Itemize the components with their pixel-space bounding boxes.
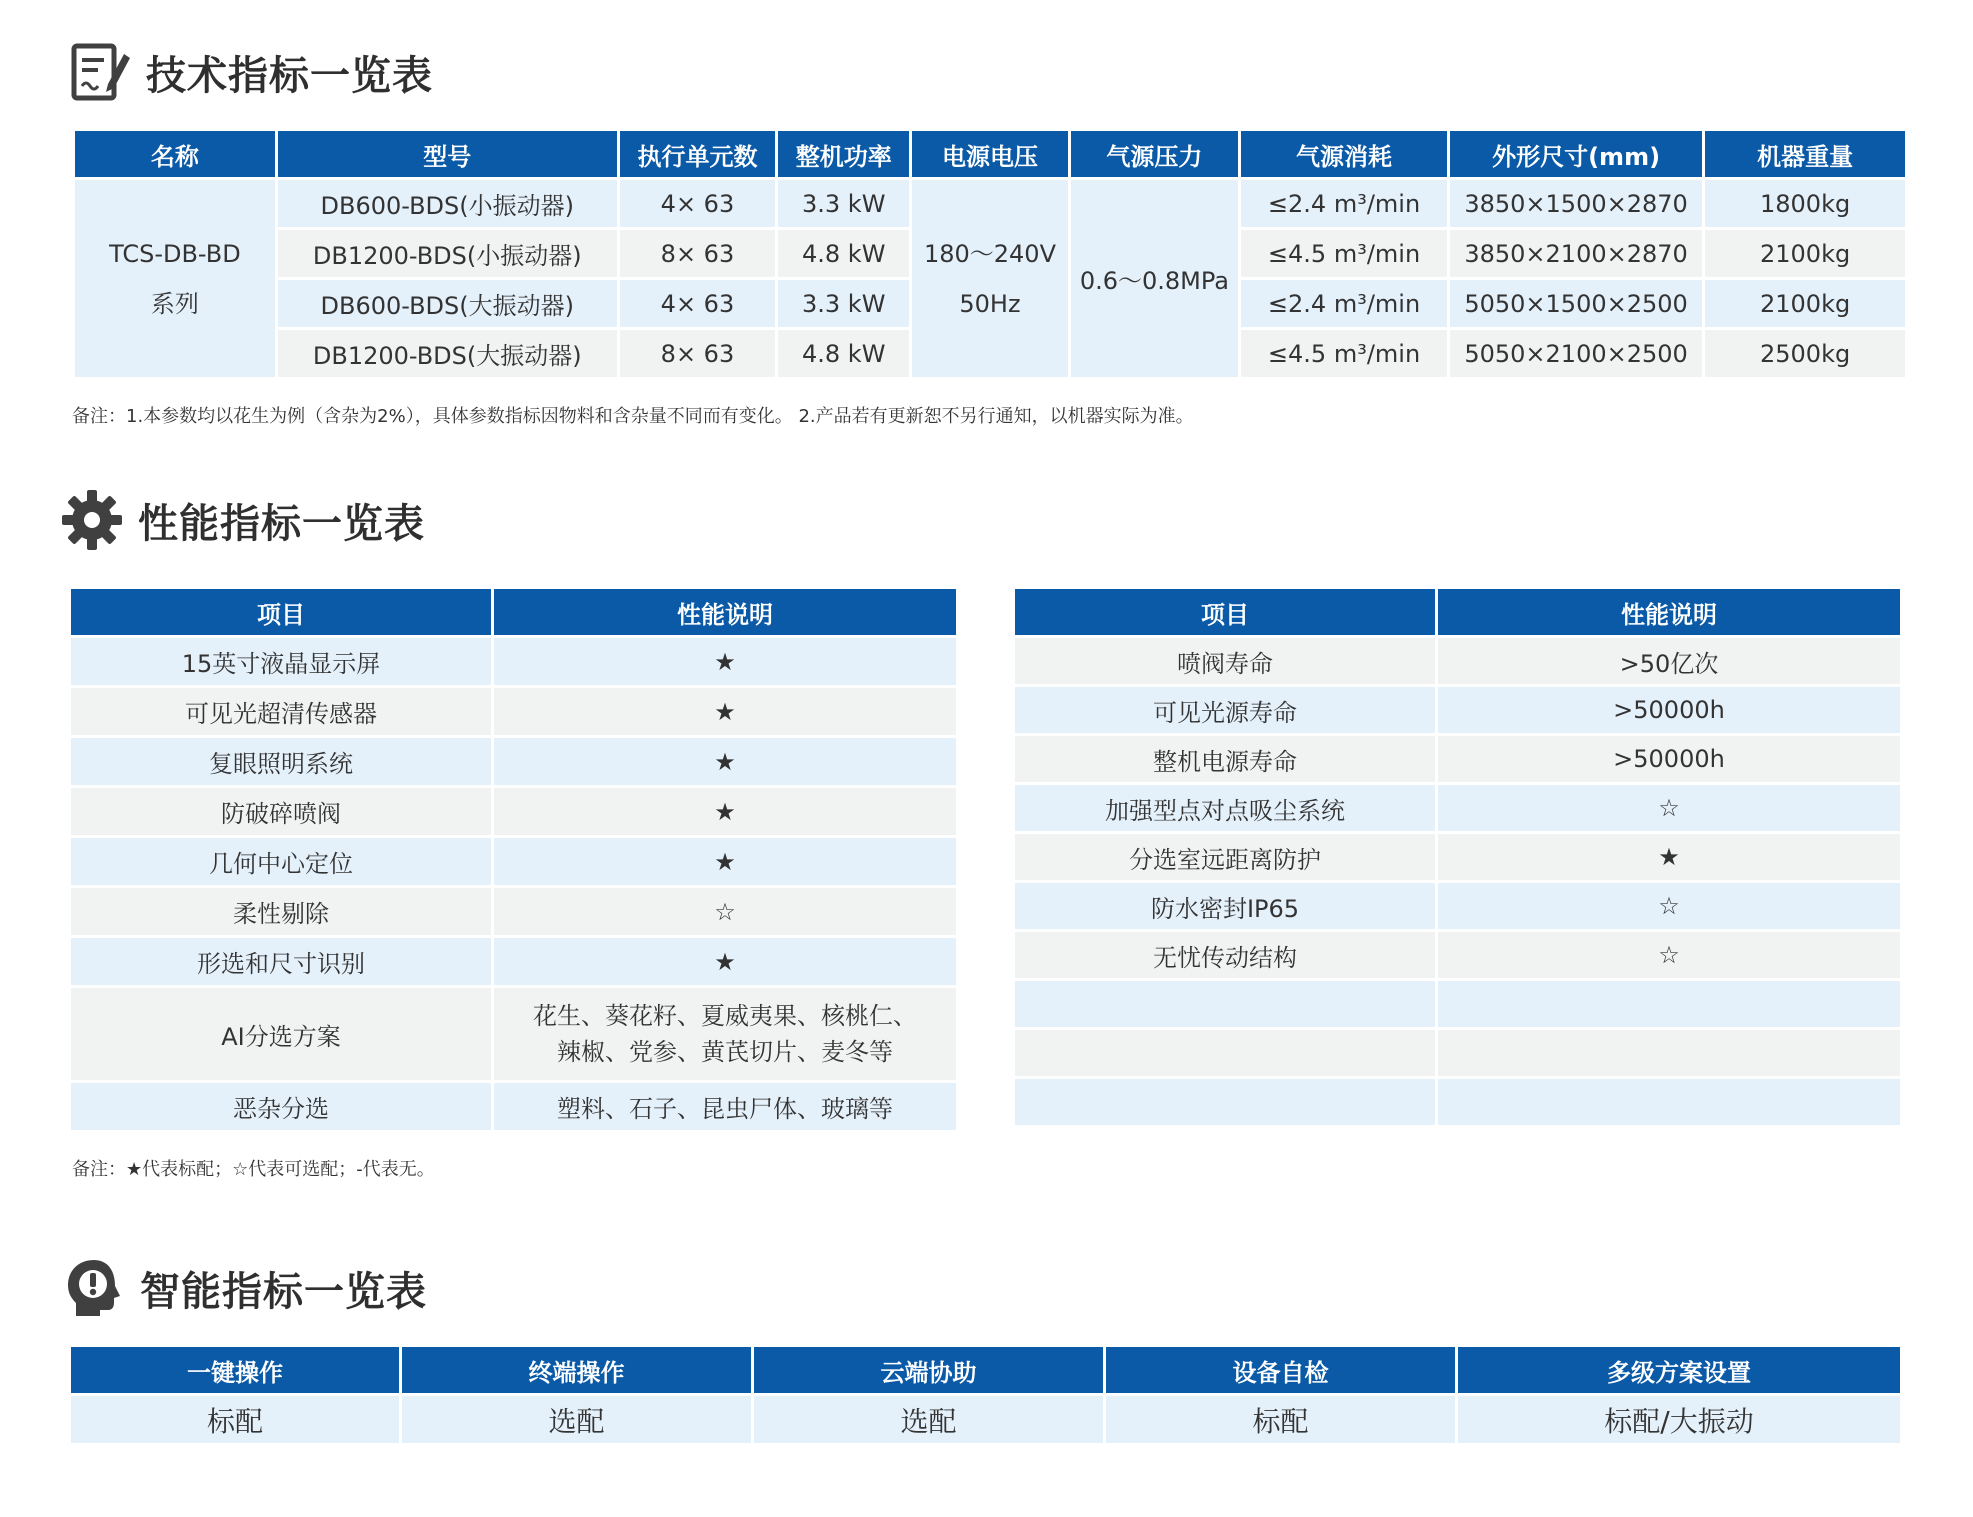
table-row bbox=[1015, 883, 1900, 929]
table-row bbox=[1015, 687, 1900, 733]
voltage-line1: 180～240V bbox=[923, 239, 1056, 268]
tech-header-row bbox=[75, 131, 1905, 177]
series-cell bbox=[75, 180, 275, 377]
model-cell: DB600-BDS(小振动器) bbox=[278, 180, 617, 227]
header-item: 项目 bbox=[1015, 589, 1435, 635]
table-row bbox=[71, 838, 956, 885]
header-power: 整机功率 bbox=[778, 131, 909, 177]
gear-icon bbox=[60, 488, 124, 552]
smart-title: 智能指标一览表 bbox=[140, 1268, 427, 1315]
desc-cell: 塑料、石子、昆虫尸体、玻璃等 bbox=[494, 1083, 956, 1130]
consumption-cell: ≤4.5 m³/min bbox=[1241, 330, 1447, 377]
item-cell: AI分选方案 bbox=[71, 988, 491, 1080]
units-cell: 8× 63 bbox=[620, 330, 775, 377]
perf-left-header-row bbox=[71, 589, 956, 635]
item-cell bbox=[1015, 1079, 1435, 1125]
item-cell: 分选室远距离防护 bbox=[1015, 834, 1435, 880]
item-cell: 无忧传动结构 bbox=[1015, 932, 1435, 978]
tech-title: 技术指标一览表 bbox=[146, 52, 433, 99]
table-row bbox=[1015, 1079, 1900, 1125]
item-cell: 可见光源寿命 bbox=[1015, 687, 1435, 733]
table-row bbox=[1015, 834, 1900, 880]
consumption-cell: ≤2.4 m³/min bbox=[1241, 180, 1447, 227]
perf-title: 性能指标一览表 bbox=[138, 500, 425, 547]
table-row bbox=[1015, 1030, 1900, 1076]
series-name-line1: TCS-DB-BD bbox=[109, 239, 241, 268]
table-row bbox=[71, 938, 956, 985]
table-row bbox=[71, 638, 956, 685]
weight-cell: 2500kg bbox=[1705, 330, 1905, 377]
weight-cell: 2100kg bbox=[1705, 230, 1905, 277]
header-pressure: 气源压力 bbox=[1071, 131, 1238, 177]
tech-note: 备注：1.本参数均以花生为例（含杂为2%），具体参数指标因物料和含杂量不同而有变化。 2.产品若有更新恕不另行通知，以机器实际为准。 bbox=[72, 406, 1194, 427]
star-outline-icon: ☆ bbox=[1438, 883, 1900, 929]
item-cell: 可见光超清传感器 bbox=[71, 688, 491, 735]
item-cell: 防水密封IP65 bbox=[1015, 883, 1435, 929]
power-cell: 4.8 kW bbox=[778, 230, 909, 277]
size-cell: 5050×1500×2500 bbox=[1450, 280, 1702, 327]
desc-cell: >50000h bbox=[1438, 687, 1900, 733]
desc-line2: 辣椒、党参、黄芪切片、麦冬等 bbox=[557, 1038, 893, 1066]
header-consumption: 气源消耗 bbox=[1241, 131, 1447, 177]
voltage-line2: 50Hz bbox=[959, 289, 1021, 318]
header-item: 项目 bbox=[71, 589, 491, 635]
pressure-cell: 0.6～0.8MPa bbox=[1071, 180, 1238, 377]
power-cell: 4.8 kW bbox=[778, 330, 909, 377]
value-cell: 选配 bbox=[402, 1396, 751, 1443]
weight-cell: 2100kg bbox=[1705, 280, 1905, 327]
size-cell: 3850×1500×2870 bbox=[1450, 180, 1702, 227]
table-row bbox=[1015, 785, 1900, 831]
desc-cell bbox=[1438, 981, 1900, 1027]
model-cell: DB1200-BDS(小振动器) bbox=[278, 230, 617, 277]
item-cell: 15英寸液晶显示屏 bbox=[71, 638, 491, 685]
series-name-line2: 系列 bbox=[150, 289, 199, 318]
value-cell: 标配/大振动 bbox=[1458, 1396, 1900, 1443]
table-row bbox=[71, 1396, 1900, 1443]
desc-cell bbox=[1438, 1030, 1900, 1076]
item-cell: 加强型点对点吸尘系统 bbox=[1015, 785, 1435, 831]
size-cell: 3850×2100×2870 bbox=[1450, 230, 1702, 277]
item-cell: 喷阀寿命 bbox=[1015, 638, 1435, 684]
item-cell bbox=[1015, 981, 1435, 1027]
units-cell: 4× 63 bbox=[620, 180, 775, 227]
header-voltage: 电源电压 bbox=[912, 131, 1067, 177]
value-cell: 标配 bbox=[1106, 1396, 1455, 1443]
document-edit-icon bbox=[68, 40, 132, 104]
desc-cell bbox=[1438, 1079, 1900, 1125]
header-size: 外形尺寸(mm) bbox=[1450, 131, 1702, 177]
model-cell: DB1200-BDS(大振动器) bbox=[278, 330, 617, 377]
item-cell bbox=[1015, 1030, 1435, 1076]
header-terminal-operation: 终端操作 bbox=[402, 1347, 751, 1393]
head-alert-icon bbox=[62, 1256, 126, 1320]
star-filled-icon: ★ bbox=[494, 638, 956, 685]
header-desc: 性能说明 bbox=[1438, 589, 1900, 635]
item-cell: 复眼照明系统 bbox=[71, 738, 491, 785]
header-units: 执行单元数 bbox=[620, 131, 775, 177]
smart-header-row bbox=[71, 1347, 1900, 1393]
item-cell: 形选和尺寸识别 bbox=[71, 938, 491, 985]
desc-cell: >50000h bbox=[1438, 736, 1900, 782]
desc-line1: 花生、葵花籽、夏威夷果、核桃仁、 bbox=[533, 1002, 917, 1030]
table-row bbox=[1015, 736, 1900, 782]
units-cell: 8× 63 bbox=[620, 230, 775, 277]
item-cell: 防破碎喷阀 bbox=[71, 788, 491, 835]
header-model: 型号 bbox=[278, 131, 617, 177]
perf-note: 备注：★代表标配；☆代表可选配；-代表无。 bbox=[72, 1159, 435, 1180]
smart-table bbox=[68, 1344, 1903, 1446]
star-filled-icon: ★ bbox=[494, 688, 956, 735]
table-row bbox=[71, 888, 956, 935]
item-cell: 柔性剔除 bbox=[71, 888, 491, 935]
weight-cell: 1800kg bbox=[1705, 180, 1905, 227]
table-row bbox=[1015, 981, 1900, 1027]
star-outline-icon: ☆ bbox=[1438, 932, 1900, 978]
tech-spec-table bbox=[72, 128, 1908, 380]
consumption-cell: ≤4.5 m³/min bbox=[1241, 230, 1447, 277]
perf-section-title bbox=[60, 488, 425, 552]
size-cell: 5050×2100×2500 bbox=[1450, 330, 1702, 377]
star-outline-icon: ☆ bbox=[1438, 785, 1900, 831]
star-filled-icon: ★ bbox=[494, 838, 956, 885]
item-cell: 几何中心定位 bbox=[71, 838, 491, 885]
tech-section-title bbox=[68, 40, 433, 104]
perf-left-table bbox=[68, 586, 959, 1133]
star-filled-icon: ★ bbox=[1438, 834, 1900, 880]
consumption-cell: ≤2.4 m³/min bbox=[1241, 280, 1447, 327]
table-row bbox=[71, 788, 956, 835]
item-cell: 恶杂分选 bbox=[71, 1083, 491, 1130]
table-row bbox=[71, 988, 956, 1080]
desc-cell bbox=[494, 988, 956, 1080]
header-name: 名称 bbox=[75, 131, 275, 177]
table-row bbox=[71, 688, 956, 735]
value-cell: 标配 bbox=[71, 1396, 399, 1443]
table-row bbox=[1015, 932, 1900, 978]
star-outline-icon: ☆ bbox=[494, 888, 956, 935]
star-filled-icon: ★ bbox=[494, 938, 956, 985]
perf-right-table bbox=[1012, 586, 1903, 1128]
header-self-check: 设备自检 bbox=[1106, 1347, 1455, 1393]
star-filled-icon: ★ bbox=[494, 788, 956, 835]
smart-section-title bbox=[62, 1256, 427, 1320]
table-row bbox=[71, 738, 956, 785]
star-filled-icon: ★ bbox=[494, 738, 956, 785]
header-multi-level-scheme: 多级方案设置 bbox=[1458, 1347, 1900, 1393]
power-cell: 3.3 kW bbox=[778, 280, 909, 327]
voltage-cell bbox=[912, 180, 1067, 377]
table-row bbox=[71, 1083, 956, 1130]
value-cell: 选配 bbox=[754, 1396, 1103, 1443]
model-cell: DB600-BDS(大振动器) bbox=[278, 280, 617, 327]
header-desc: 性能说明 bbox=[494, 589, 956, 635]
header-cloud-assist: 云端协助 bbox=[754, 1347, 1103, 1393]
table-row bbox=[75, 180, 1905, 227]
header-weight: 机器重量 bbox=[1705, 131, 1905, 177]
perf-right-header-row bbox=[1015, 589, 1900, 635]
power-cell: 3.3 kW bbox=[778, 180, 909, 227]
units-cell: 4× 63 bbox=[620, 280, 775, 327]
header-one-key-operation: 一键操作 bbox=[71, 1347, 399, 1393]
table-row bbox=[1015, 638, 1900, 684]
desc-cell: >50亿次 bbox=[1438, 638, 1900, 684]
item-cell: 整机电源寿命 bbox=[1015, 736, 1435, 782]
